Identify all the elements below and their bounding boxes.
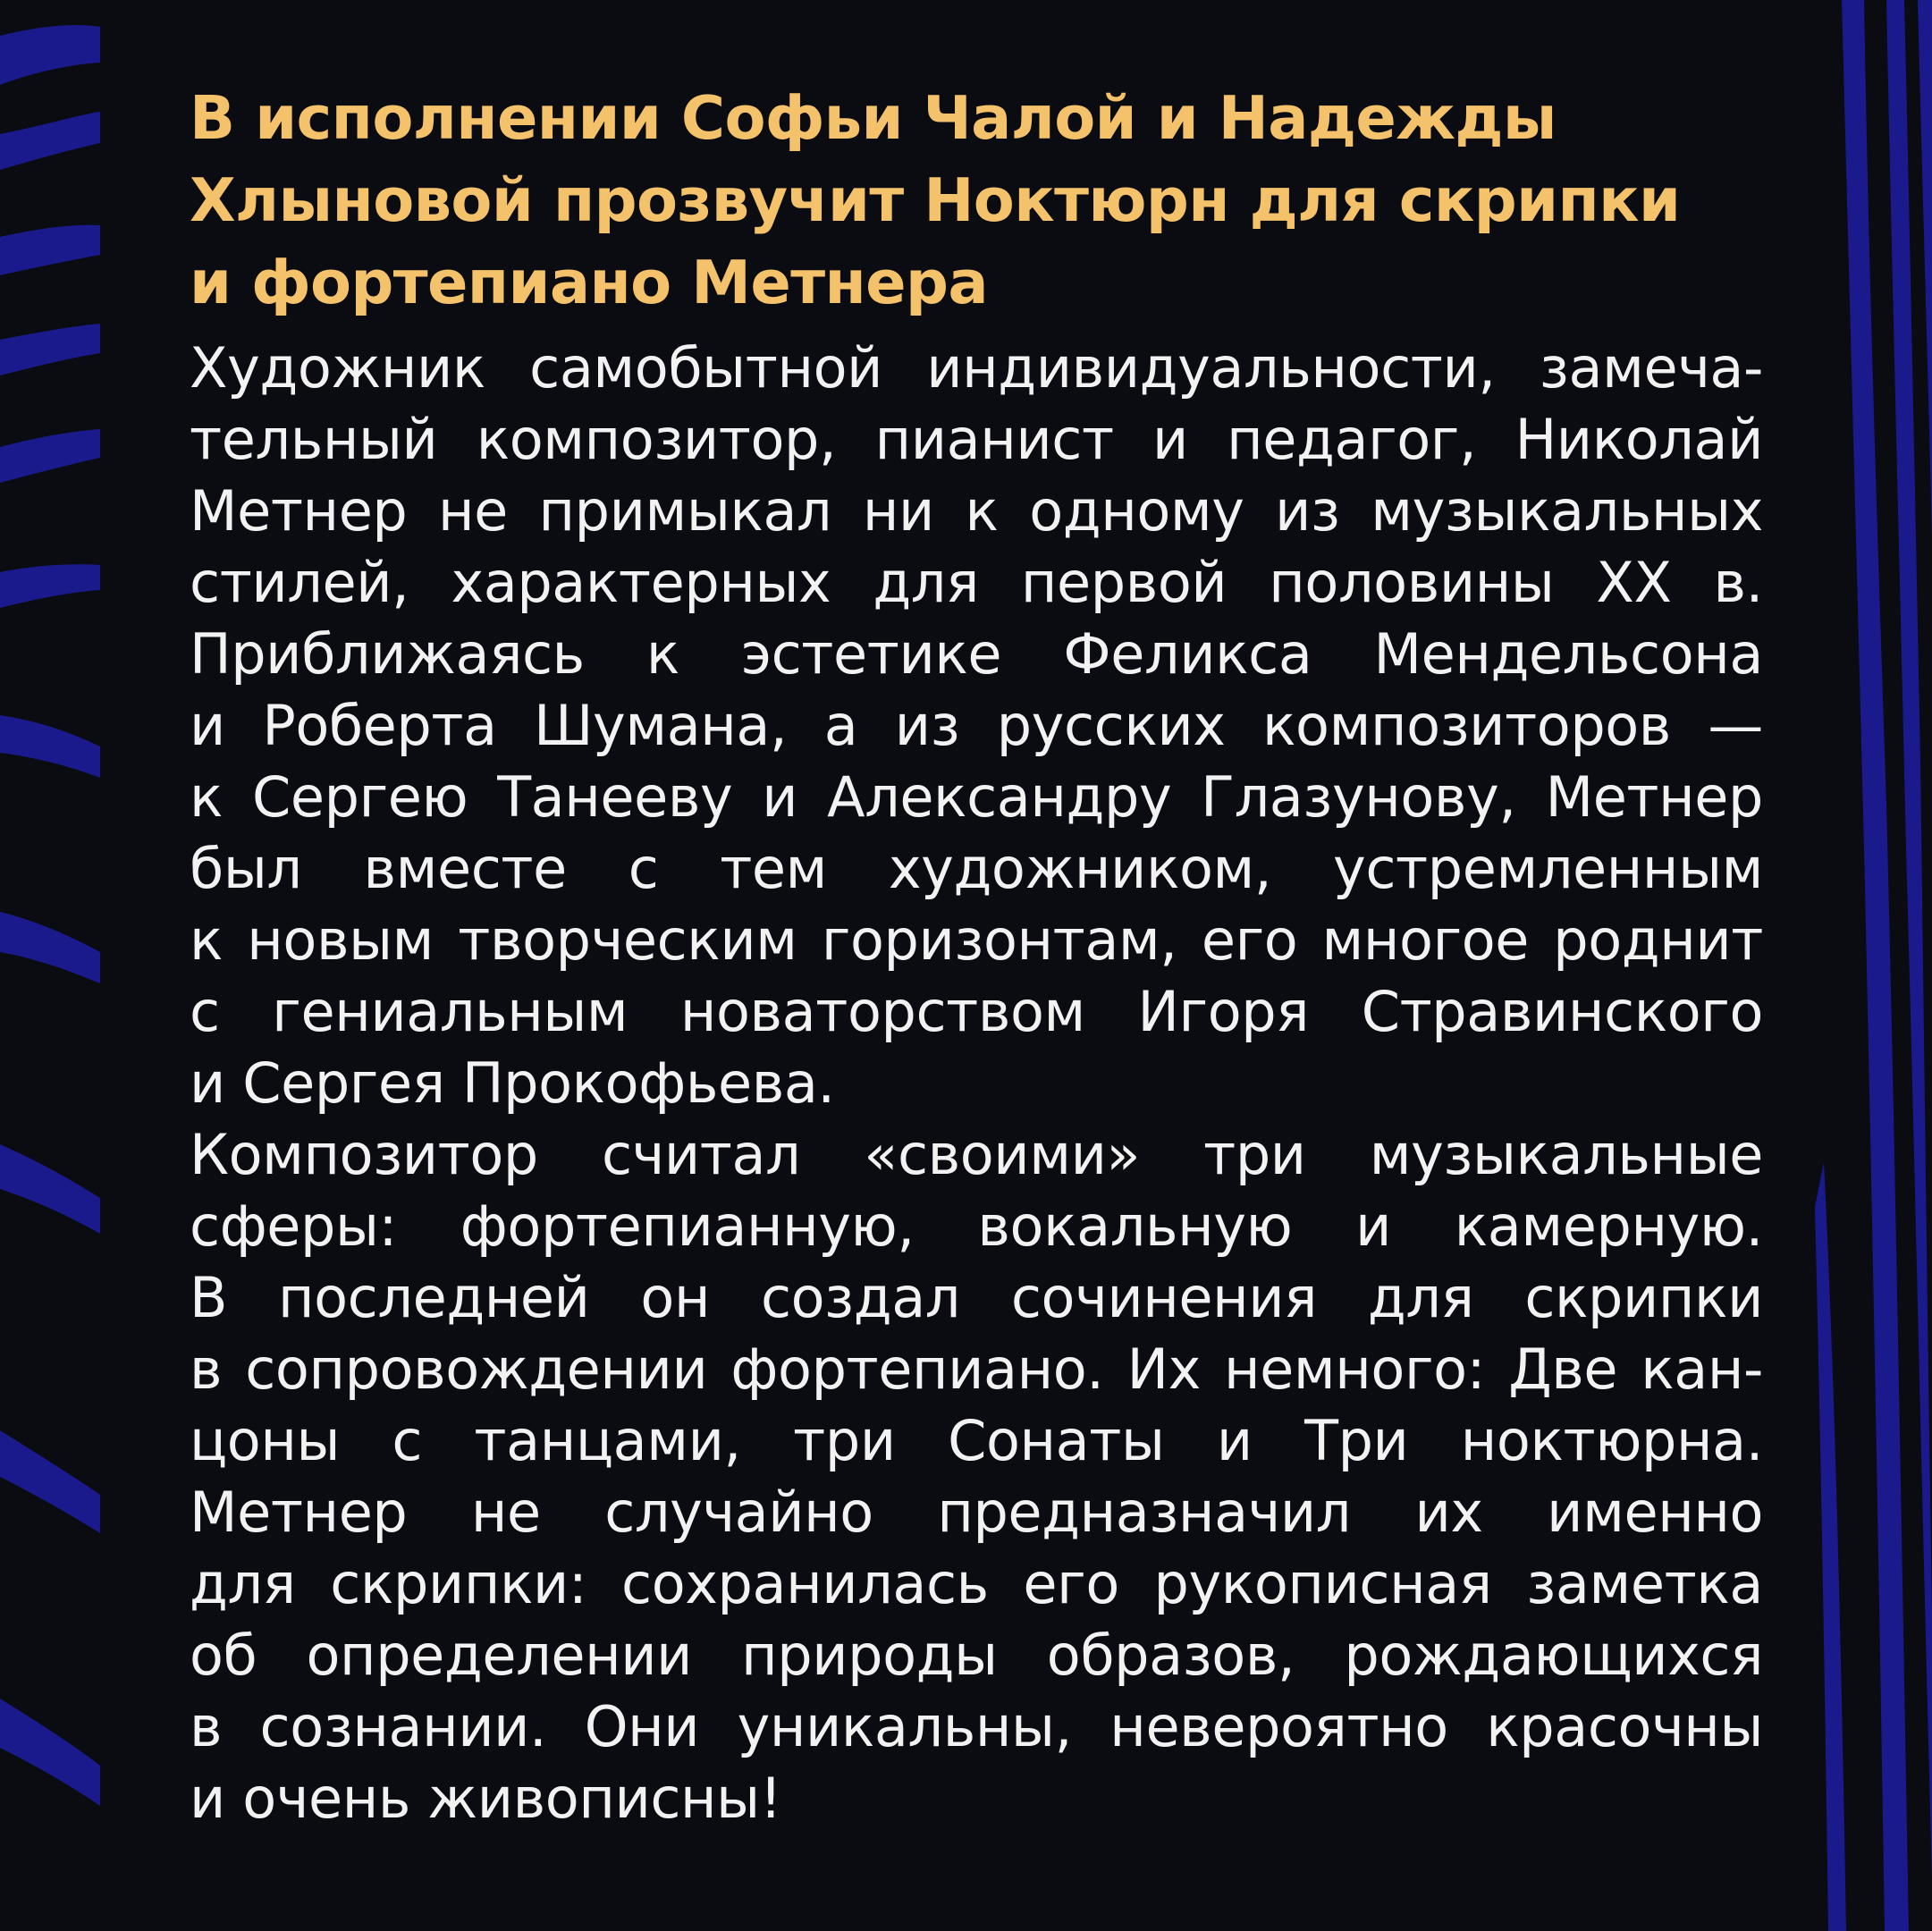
body-line: был вместе с тем художником, устремленным xyxy=(190,836,1763,901)
body-line: Метнер не примыкал ни к одному из музыкальных xyxy=(190,478,1763,544)
heading-line: и фортепиано Метнера xyxy=(190,248,988,317)
body-line: и Роберта Шумана, а из русских композиторов — xyxy=(190,693,1763,758)
body-line: к новым творческим горизонтам, его многое роднит xyxy=(190,907,1763,973)
body-line: Метнер не случайно предназначил их именно xyxy=(190,1480,1763,1545)
body-text xyxy=(190,333,1763,1834)
body-line: в сознании. Они уникальны, невероятно красочны xyxy=(190,1694,1763,1759)
body-line: и очень живописны! xyxy=(190,1766,782,1831)
text-block xyxy=(190,77,1763,1834)
heading xyxy=(190,77,1763,324)
body-line: В последней он создал сочинения для скрипки xyxy=(190,1265,1763,1330)
body-line: Художник самобытной индивидуальности, замеча- xyxy=(190,335,1763,401)
body-line: в сопровождении фортепиано. Их немного: Две кан- xyxy=(190,1337,1763,1402)
body-line: стилей, характерных для первой половины XX в. xyxy=(190,550,1763,615)
body-line: об определении природы образов, рождающихся xyxy=(190,1623,1763,1688)
body-line: сферы: фортепианную, вокальную и камерную. xyxy=(190,1193,1763,1259)
body-line: Приближаясь к эстетике Феликса Мендельсона xyxy=(190,621,1763,687)
body-line: цоны с танцами, три Сонаты и Три ноктюрна. xyxy=(190,1408,1763,1473)
heading-line: В исполнении Софьи Чалой и Надежды xyxy=(190,83,1557,153)
body-line: тельный композитор, пианист и педагог, Николай xyxy=(190,407,1763,472)
body-line: к Сергею Танееву и Александру Глазунову, Метнер xyxy=(190,764,1763,830)
right-stripes xyxy=(1815,0,1932,1931)
body-line: Композитор считал «своими» три музыкальные xyxy=(190,1122,1763,1187)
body-line: с гениальным новаторством Игоря Стравинского xyxy=(190,979,1763,1044)
body-line: и Сергея Прокофьева. xyxy=(190,1050,835,1116)
body-line: для скрипки: сохранилась его рукописная заметка xyxy=(190,1551,1763,1616)
left-stripes xyxy=(0,25,100,1806)
heading-line: Хлыновой прозвучит Ноктюрн для скрипки xyxy=(190,165,1681,235)
